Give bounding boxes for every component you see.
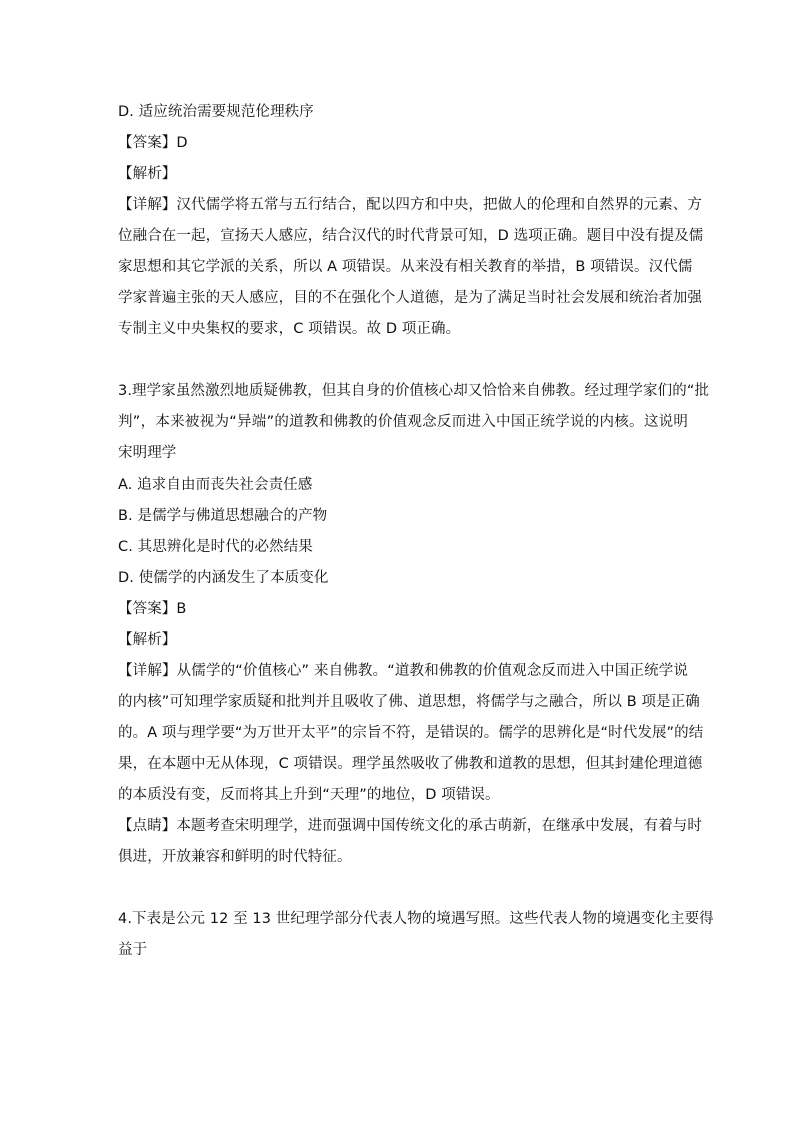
q2-option-d: D. 适应统治需要规范伦理秩序 bbox=[118, 104, 314, 120]
q3-detail-line: 的本质没有变，反而将其上升到“天理”的地位，D 项错误。 bbox=[118, 787, 500, 803]
q3-comment-line: 【点睛】本题考查宋明理学，进而强调中国传统文化的承古萌新，在继承中发展，有着与时 bbox=[118, 818, 702, 834]
q3-detail-line: 的。A 项与理学要“为万世开太平”的宗旨不符，是错误的。儒学的思辨化是“时代发展”的结 bbox=[118, 725, 704, 741]
q3-detail-line: 【详解】从儒学的“价值核心” 来自佛教。“道教和佛教的价值观念反而进入中国正统学说 bbox=[118, 663, 688, 679]
q3-stem-line: 判”，本来被视为“异端”的道教和佛教的价值观念反而进入中国正统学说的内核。这说明 bbox=[118, 414, 688, 430]
q2-detail-line: 家思想和其它学派的关系，所以 A 项错误。从来没有相关教育的举措，B 项错误。汉代儒 bbox=[118, 259, 693, 275]
q3-option-d: D. 使儒学的内涵发生了本质变化 bbox=[118, 570, 329, 586]
q3-option-b: B. 是儒学与佛道思想融合的产物 bbox=[118, 508, 328, 524]
q3-option-a: A. 追求自由而丧失社会责任感 bbox=[118, 477, 313, 493]
q2-detail-line: 位融合在一起，宣扬天人感应，结合汉代的时代背景可知，D 选项正确。题目中没有提及儒 bbox=[118, 228, 704, 244]
q3-analysis-title: 【解析】 bbox=[118, 632, 177, 648]
q3-detail-line: 的内核”可知理学家质疑和批判并且吸收了佛、道思想，将儒学与之融合，所以 B 项是正确 bbox=[118, 694, 700, 710]
q4-stem-line: 益于 bbox=[118, 942, 148, 958]
q4-stem-line: 4.下表是公元 12 至 13 世纪理学部分代表人物的境遇写照。这些代表人物的境遇变化主要得 bbox=[118, 911, 714, 927]
q3-comment-line: 俱进，开放兼容和鲜明的时代特征。 bbox=[118, 849, 352, 865]
q2-detail-line: 学家普遍主张的天人感应，目的不在强化个人道德，是为了满足当时社会发展和统治者加强 bbox=[118, 290, 702, 306]
q3-answer: 【答案】B bbox=[118, 601, 187, 617]
q3-detail-line: 果，在本题中无从体现，C 项错误。理学虽然吸收了佛教和道教的思想，但其封建伦理道德 bbox=[118, 756, 703, 772]
q2-detail-line: 专制主义中央集权的要求，C 项错误。故 D 项正确。 bbox=[118, 321, 461, 337]
q3-option-c: C. 其思辨化是时代的必然结果 bbox=[118, 539, 313, 555]
q2-detail-line: 【详解】汉代儒学将五常与五行结合，配以四方和中央，把做人的伦理和自然界的元素、方 bbox=[118, 197, 702, 213]
q3-stem-line: 3.理学家虽然激烈地质疑佛教，但其自身的价值核心却又恰恰来自佛教。经过理学家们的“批 bbox=[118, 383, 710, 399]
q2-analysis-title: 【解析】 bbox=[118, 166, 177, 182]
q2-answer: 【答案】D bbox=[118, 135, 188, 151]
q3-stem-line: 宋明理学 bbox=[118, 445, 177, 461]
